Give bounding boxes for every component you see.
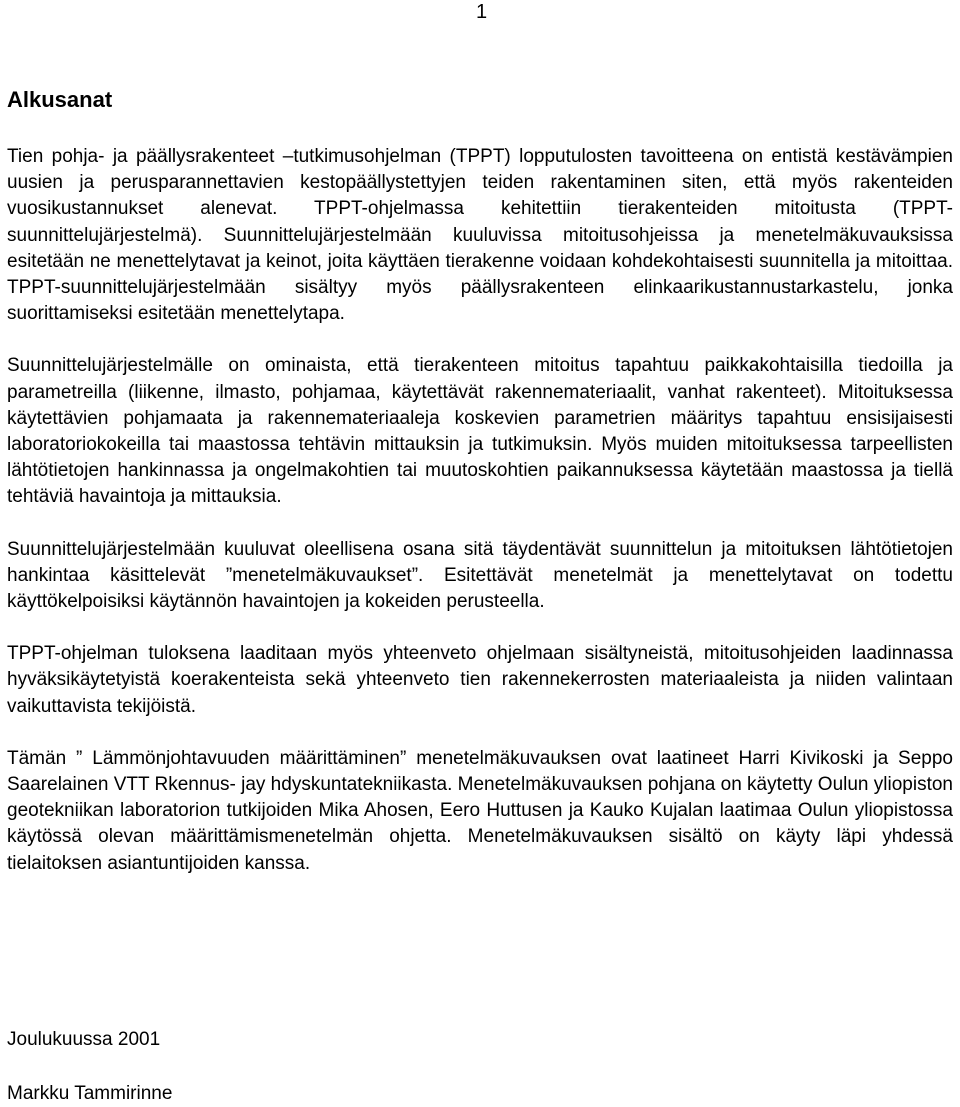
page-number: 1 (476, 1, 488, 23)
page-heading: Alkusanat (7, 87, 113, 112)
paragraph-4: TPPT-ohjelman tuloksena laaditaan myös yhteenveto ohjelmaan sisältyneistä, mitoitusohjeiden laadinnassa hyväksikäytetyistä koerakenteista sekä yhteenveto tien rakennekerrosten materiaaleista ja niiden valintaan vaikuttavista tekijöistä. (7, 643, 953, 717)
document-body (7, 144, 953, 903)
paragraph-1: Tien pohja- ja päällysrakenteet –tutkimusohjelman (TPPT) lopputulosten tavoitteena on entistä kestävämpien uusien ja perusparannettavien kestopäällystettyjen teiden rakentaminen siten, että myös rakenteiden vuosikustannukset alenevat. TPPT-ohjelmassa kehitettiin tierakenteiden mitoitusta (TPPT-suunnittelujärjestelmä). Suunnittelujärjestelmään kuuluvissa mitoitusohjeissa ja menetelmäkuvauksissa esitetään ne menettelytavat ja keinot, joita käyttäen tierakenne voidaan kohdekohtaisesti suunnitella ja mitoittaa. TPPT-suunnittelujärjestelmään sisältyy myös päällysrakenteen elinkaarikustannustarkastelu, jonka suorittamiseksi esitetään menettelytapa. (7, 146, 953, 325)
paragraph-2: Suunnittelujärjestelmälle on ominaista, että tierakenteen mitoitus tapahtuu paikkakohtaisilla tiedoilla ja parametreilla (liikenne, ilmasto, pohjamaa, käytettävät rakennemateriaalit, vanhat rakenteet). Mitoituksessa käytettävien pohjamaata ja rakennemateriaaleja koskevien parametrien määritys tapahtuu ensisijaisesti laboratoriokokeilla tai maastossa tehtävin mittauksin ja tutkimuksin. Myös muiden mitoituksessa tarpeellisten lähtötietojen hankinnassa ja ongelmakohtien tai muutoskohtien paikannuksessa käytetään maastossa ja tiellä tehtäviä havaintoja ja mittauksia. (7, 355, 953, 508)
paragraph-3: Suunnittelujärjestelmään kuuluvat oleellisena osana sitä täydentävät suunnittelun ja mitoituksen lähtötietojen hankintaa käsittelevät ”menetelmäkuvaukset”. Esitettävät menetelmät ja menettelytavat on todettu käyttökelpoisiksi käytännön havaintojen ja kokeiden perusteella. (7, 538, 953, 613)
signature-author: Markku Tammirinne (7, 1083, 173, 1104)
signature-date: Joulukuussa 2001 (7, 1029, 161, 1050)
paragraph-5: Tämän ” Lämmönjohtavuuden määrittäminen” menetelmäkuvauksen ovat laatineet Harri Kivikoski ja Seppo Saarelainen VTT Rkennus- jay hdyskuntatekniikasta. Menetelmäkuvauksen pohjana on käytetty Oulun yliopiston geotekniikan laboratorion tutkijoiden Mika Ahosen, Eero Huttusen ja Kauko Kujalan laatimaa Oulun yliopistossa käytössä olevan määrittämismenetelmän ohjetta. Menetelmäkuvauksen sisältö on käyty läpi yhdessä tielaitoksen asiantuntijoiden kanssa. (7, 747, 953, 874)
